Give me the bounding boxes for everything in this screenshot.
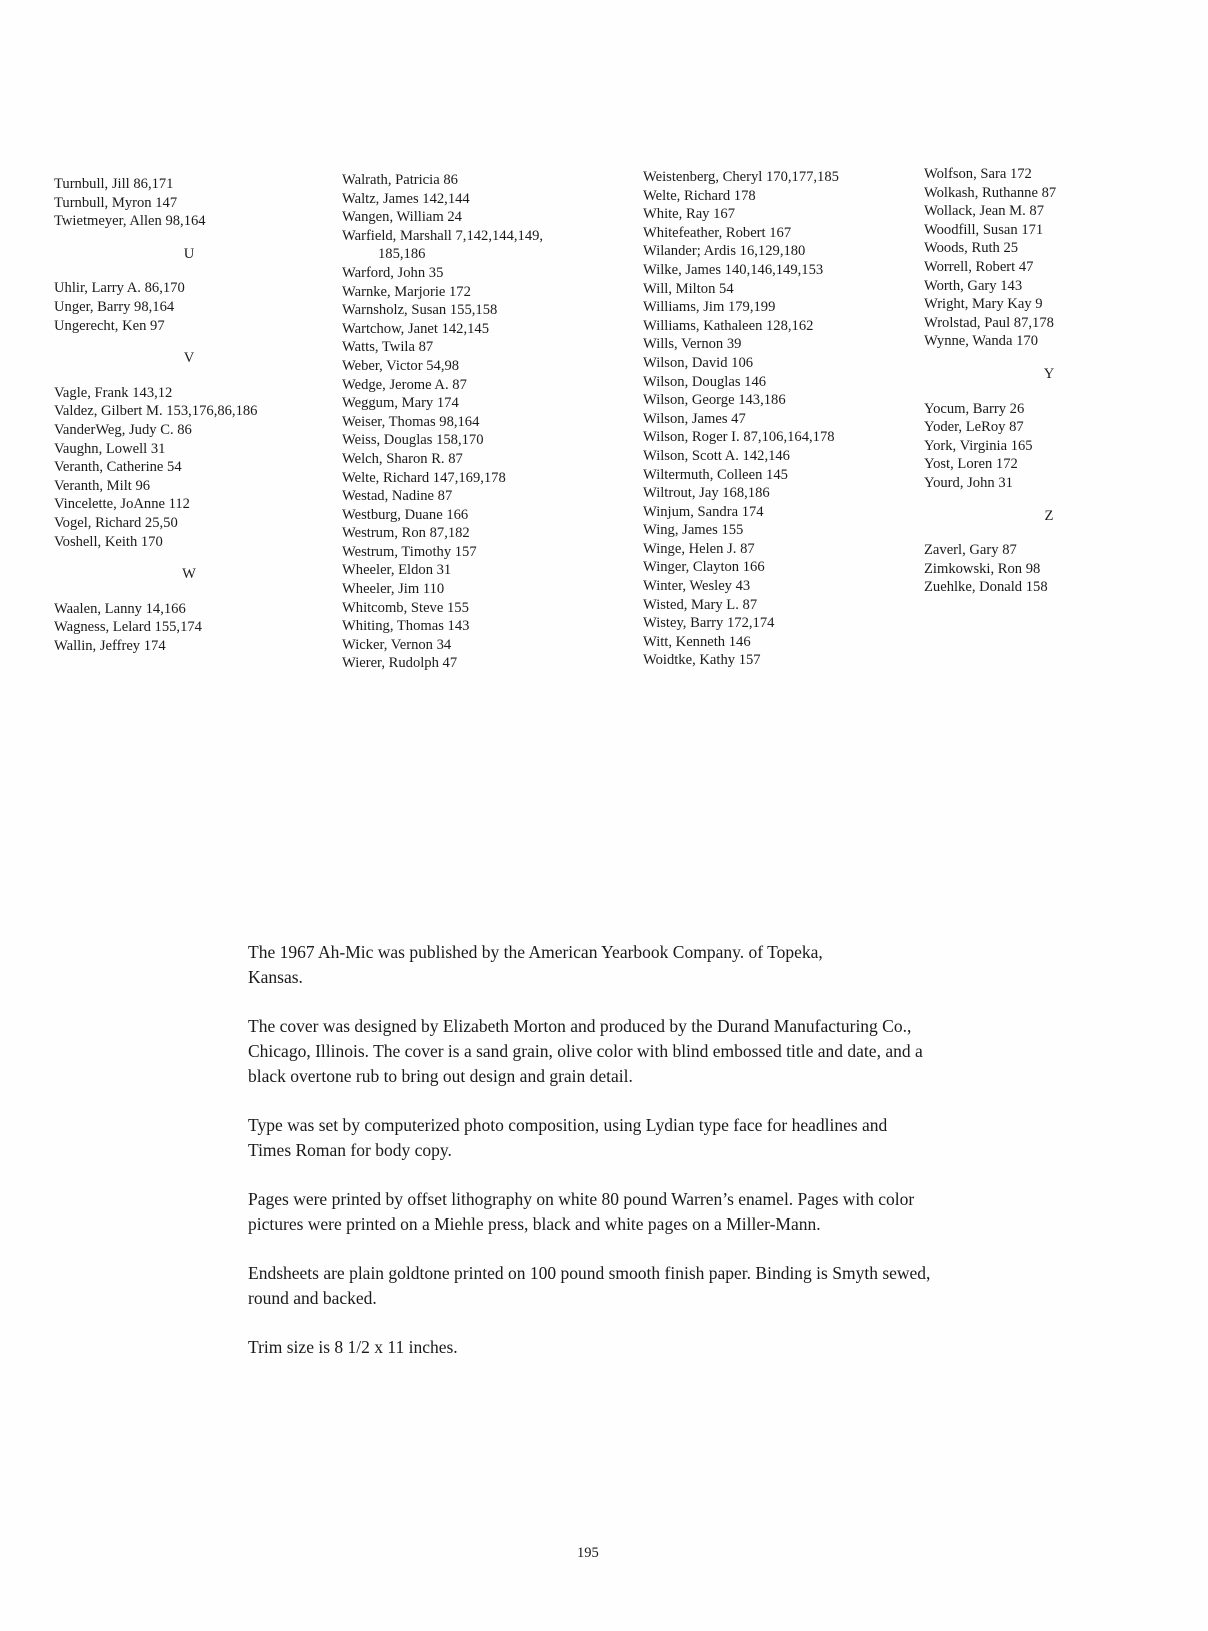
index-entry: Weiss, Douglas 158,170 [342, 432, 484, 449]
index-entry: Wierer, Rudolph 47 [342, 655, 458, 672]
index-entry: Winter, Wesley 43 [643, 578, 751, 595]
page-number: 195 [577, 1545, 599, 1561]
index-column-2 [342, 171, 612, 673]
index-entry: Waalen, Lanny 14,166 [54, 600, 186, 617]
index-entry: Wagness, Lelard 155,174 [54, 619, 202, 636]
index-entry: VanderWeg, Judy C. 86 [54, 421, 192, 438]
index-entry: Wilander; Ardis 16,129,180 [643, 243, 806, 260]
index-entry: Wheeler, Eldon 31 [342, 562, 452, 579]
index-entry: Woods, Ruth 25 [924, 240, 1019, 257]
index-entry: Worrell, Robert 47 [924, 258, 1034, 275]
index-entry: Watts, Twila 87 [342, 339, 434, 356]
index-entry: Vaughn, Lowell 31 [54, 440, 166, 457]
index-entry: Weiser, Thomas 98,164 [342, 413, 480, 430]
index-entry: Yocum, Barry 26 [924, 400, 1025, 417]
index-entry: Unger, Barry 98,164 [54, 298, 175, 315]
index-entry: Vagle, Frank 143,12 [54, 384, 173, 401]
index-entry: Woidtke, Kathy 157 [643, 652, 761, 669]
index-entry: Westrum, Timothy 157 [342, 543, 477, 560]
index-entry: Walrath, Patricia 86 [342, 172, 458, 188]
index-entry: Wolkash, Ruthanne 87 [924, 184, 1057, 201]
index-entry: Yourd, John 31 [924, 474, 1013, 491]
index-entry: Whiting, Thomas 143 [342, 618, 470, 635]
index-entry: Weggum, Mary 174 [342, 395, 459, 412]
index-entry: Wistey, Barry 172,174 [643, 615, 775, 632]
colophon-paragraph: The 1967 Ah-Mic was published by the American Yearbook Company. of Topeka, Kansas. [248, 942, 823, 987]
index-entry: Winge, Helen J. 87 [643, 540, 755, 557]
index-entry: Turnbull, Myron 147 [54, 194, 178, 211]
colophon [248, 940, 948, 1384]
index-entry: Waltz, James 142,144 [342, 190, 470, 207]
colophon-paragraph: Pages were printed by offset lithography on white 80 pound Warren’s enamel. Pages with color pictures were printed on a Miehle press, black and white pages on a Miller-Mann. [248, 1189, 915, 1234]
index-entry: Yost, Loren 172 [924, 456, 1018, 473]
index-column-4 [924, 165, 1144, 597]
index-entry: Westburg, Duane 166 [342, 506, 469, 523]
index-entry: Zimkowski, Ron 98 [924, 560, 1041, 577]
index-entry: Wallin, Jeffrey 174 [54, 637, 166, 654]
index-entry: Wolfson, Sara 172 [924, 166, 1032, 182]
index-entry: Zaverl, Gary 87 [924, 542, 1017, 559]
index-entry: White, Ray 167 [643, 206, 736, 223]
index-entry: Williams, Jim 179,199 [643, 299, 776, 316]
index-entry: Ungerecht, Ken 97 [54, 317, 165, 334]
index-entry: Wilson, Douglas 146 [643, 373, 767, 390]
index-entry: Wiltrout, Jay 168,186 [643, 485, 770, 502]
index-section-letter: U [183, 245, 195, 262]
index-entry: Wiltermuth, Colleen 145 [643, 466, 788, 483]
index-entry: Vogel, Richard 25,50 [54, 514, 178, 531]
index-entry: Welch, Sharon R. 87 [342, 450, 463, 467]
index-entry: Wills, Vernon 39 [643, 336, 742, 353]
index-entry: Wilson, Scott A. 142,146 [643, 447, 790, 464]
index-entry: Zuehlke, Donald 158 [924, 579, 1048, 596]
index-entry: Valdez, Gilbert M. 153,176,86,186 [54, 403, 258, 420]
colophon-paragraph: Endsheets are plain goldtone printed on 100 pound smooth finish paper. Binding is Smyth sewed, round and backed. [248, 1263, 931, 1308]
index-entry: Wartchow, Janet 142,145 [342, 320, 490, 337]
index-column-1 [54, 175, 304, 655]
index-entry: Voshell, Keith 170 [54, 533, 163, 550]
index-entry: Yoder, LeRoy 87 [924, 419, 1024, 436]
index-entry: Wynne, Wanda 170 [924, 333, 1038, 350]
index-entry: Wollack, Jean M. 87 [924, 203, 1045, 220]
index-entry: Winger, Clayton 166 [643, 559, 765, 576]
index-section-letter: W [182, 566, 196, 583]
index-entry: Worth, Gary 143 [924, 277, 1023, 294]
index-entry: Twietmeyer, Allen 98,164 [54, 213, 206, 230]
index-entry: Will, Milton 54 [643, 280, 734, 297]
index-entry: Wheeler, Jim 110 [342, 581, 445, 598]
index-entry: Westad, Nadine 87 [342, 488, 453, 505]
index-entry: Wilson, David 106 [643, 354, 754, 371]
index-entry: Winjum, Sandra 174 [643, 503, 764, 520]
index-entry: Wangen, William 24 [342, 209, 462, 226]
colophon-paragraph: Trim size is 8 1/2 x 11 inches. [248, 1337, 458, 1357]
index-entry: Wrolstad, Paul 87,178 [924, 314, 1054, 331]
index-entry: Wilke, James 140,146,149,153 [643, 261, 824, 278]
index-entry: Veranth, Milt 96 [54, 477, 151, 494]
index-entry: Whitcomb, Steve 155 [342, 599, 469, 616]
index-entry: Wilson, George 143,186 [643, 392, 786, 409]
index-column-3 [643, 168, 913, 670]
index-entry: Wright, Mary Kay 9 [924, 296, 1043, 313]
index-entry: Weber, Victor 54,98 [342, 357, 460, 374]
index-entry: Williams, Kathaleen 128,162 [643, 317, 814, 334]
index-section-letter: V [183, 350, 195, 367]
index-entry: Warfield, Marshall 7,142,144,149, [342, 227, 544, 244]
index-entry: Wilson, Roger I. 87,106,164,178 [643, 429, 835, 446]
colophon-paragraph: The cover was designed by Elizabeth Morton and produced by the Durand Manufacturing Co., Chicago, Illinois. The cover is a sand grain, olive color with blind embossed title and date, and a black overtone rub to bring out design and grain detail. [248, 1016, 923, 1086]
index-entry: Warnke, Marjorie 172 [342, 283, 471, 300]
index-entry: Wilson, James 47 [643, 410, 746, 427]
index-section-letter: Y [1043, 365, 1055, 382]
index-entry: Wing, James 155 [643, 522, 744, 539]
index-entry: Warford, John 35 [342, 264, 444, 281]
index-entry: Warnsholz, Susan 155,158 [342, 302, 498, 319]
index-entry: Welte, Richard 147,169,178 [342, 469, 506, 486]
index-entry: Witt, Kenneth 146 [643, 633, 751, 650]
index-entry: Woodfill, Susan 171 [924, 221, 1044, 238]
index-entry: Uhlir, Larry A. 86,170 [54, 280, 185, 297]
index-entry: 185,186 [378, 246, 426, 263]
index-entry: Veranth, Catherine 54 [54, 459, 182, 476]
index-entry: Weistenberg, Cheryl 170,177,185 [643, 169, 839, 185]
index-entry: York, Virginia 165 [924, 437, 1033, 454]
index-entry: Wedge, Jerome A. 87 [342, 376, 467, 393]
index-entry: Vincelette, JoAnne 112 [54, 496, 190, 513]
index-entry: Westrum, Ron 87,182 [342, 525, 470, 542]
colophon-paragraph: Type was set by computerized photo composition, using Lydian type face for headlines and Times Roman for body copy. [248, 1115, 888, 1160]
index-entry: Whitefeather, Robert 167 [643, 224, 792, 241]
index-entry: Wicker, Vernon 34 [342, 636, 452, 653]
index-entry: Welte, Richard 178 [643, 187, 756, 204]
index-section-letter: Z [1044, 507, 1054, 524]
index-entry: Turnbull, Jill 86,171 [54, 176, 174, 192]
index-entry: Wisted, Mary L. 87 [643, 596, 758, 613]
